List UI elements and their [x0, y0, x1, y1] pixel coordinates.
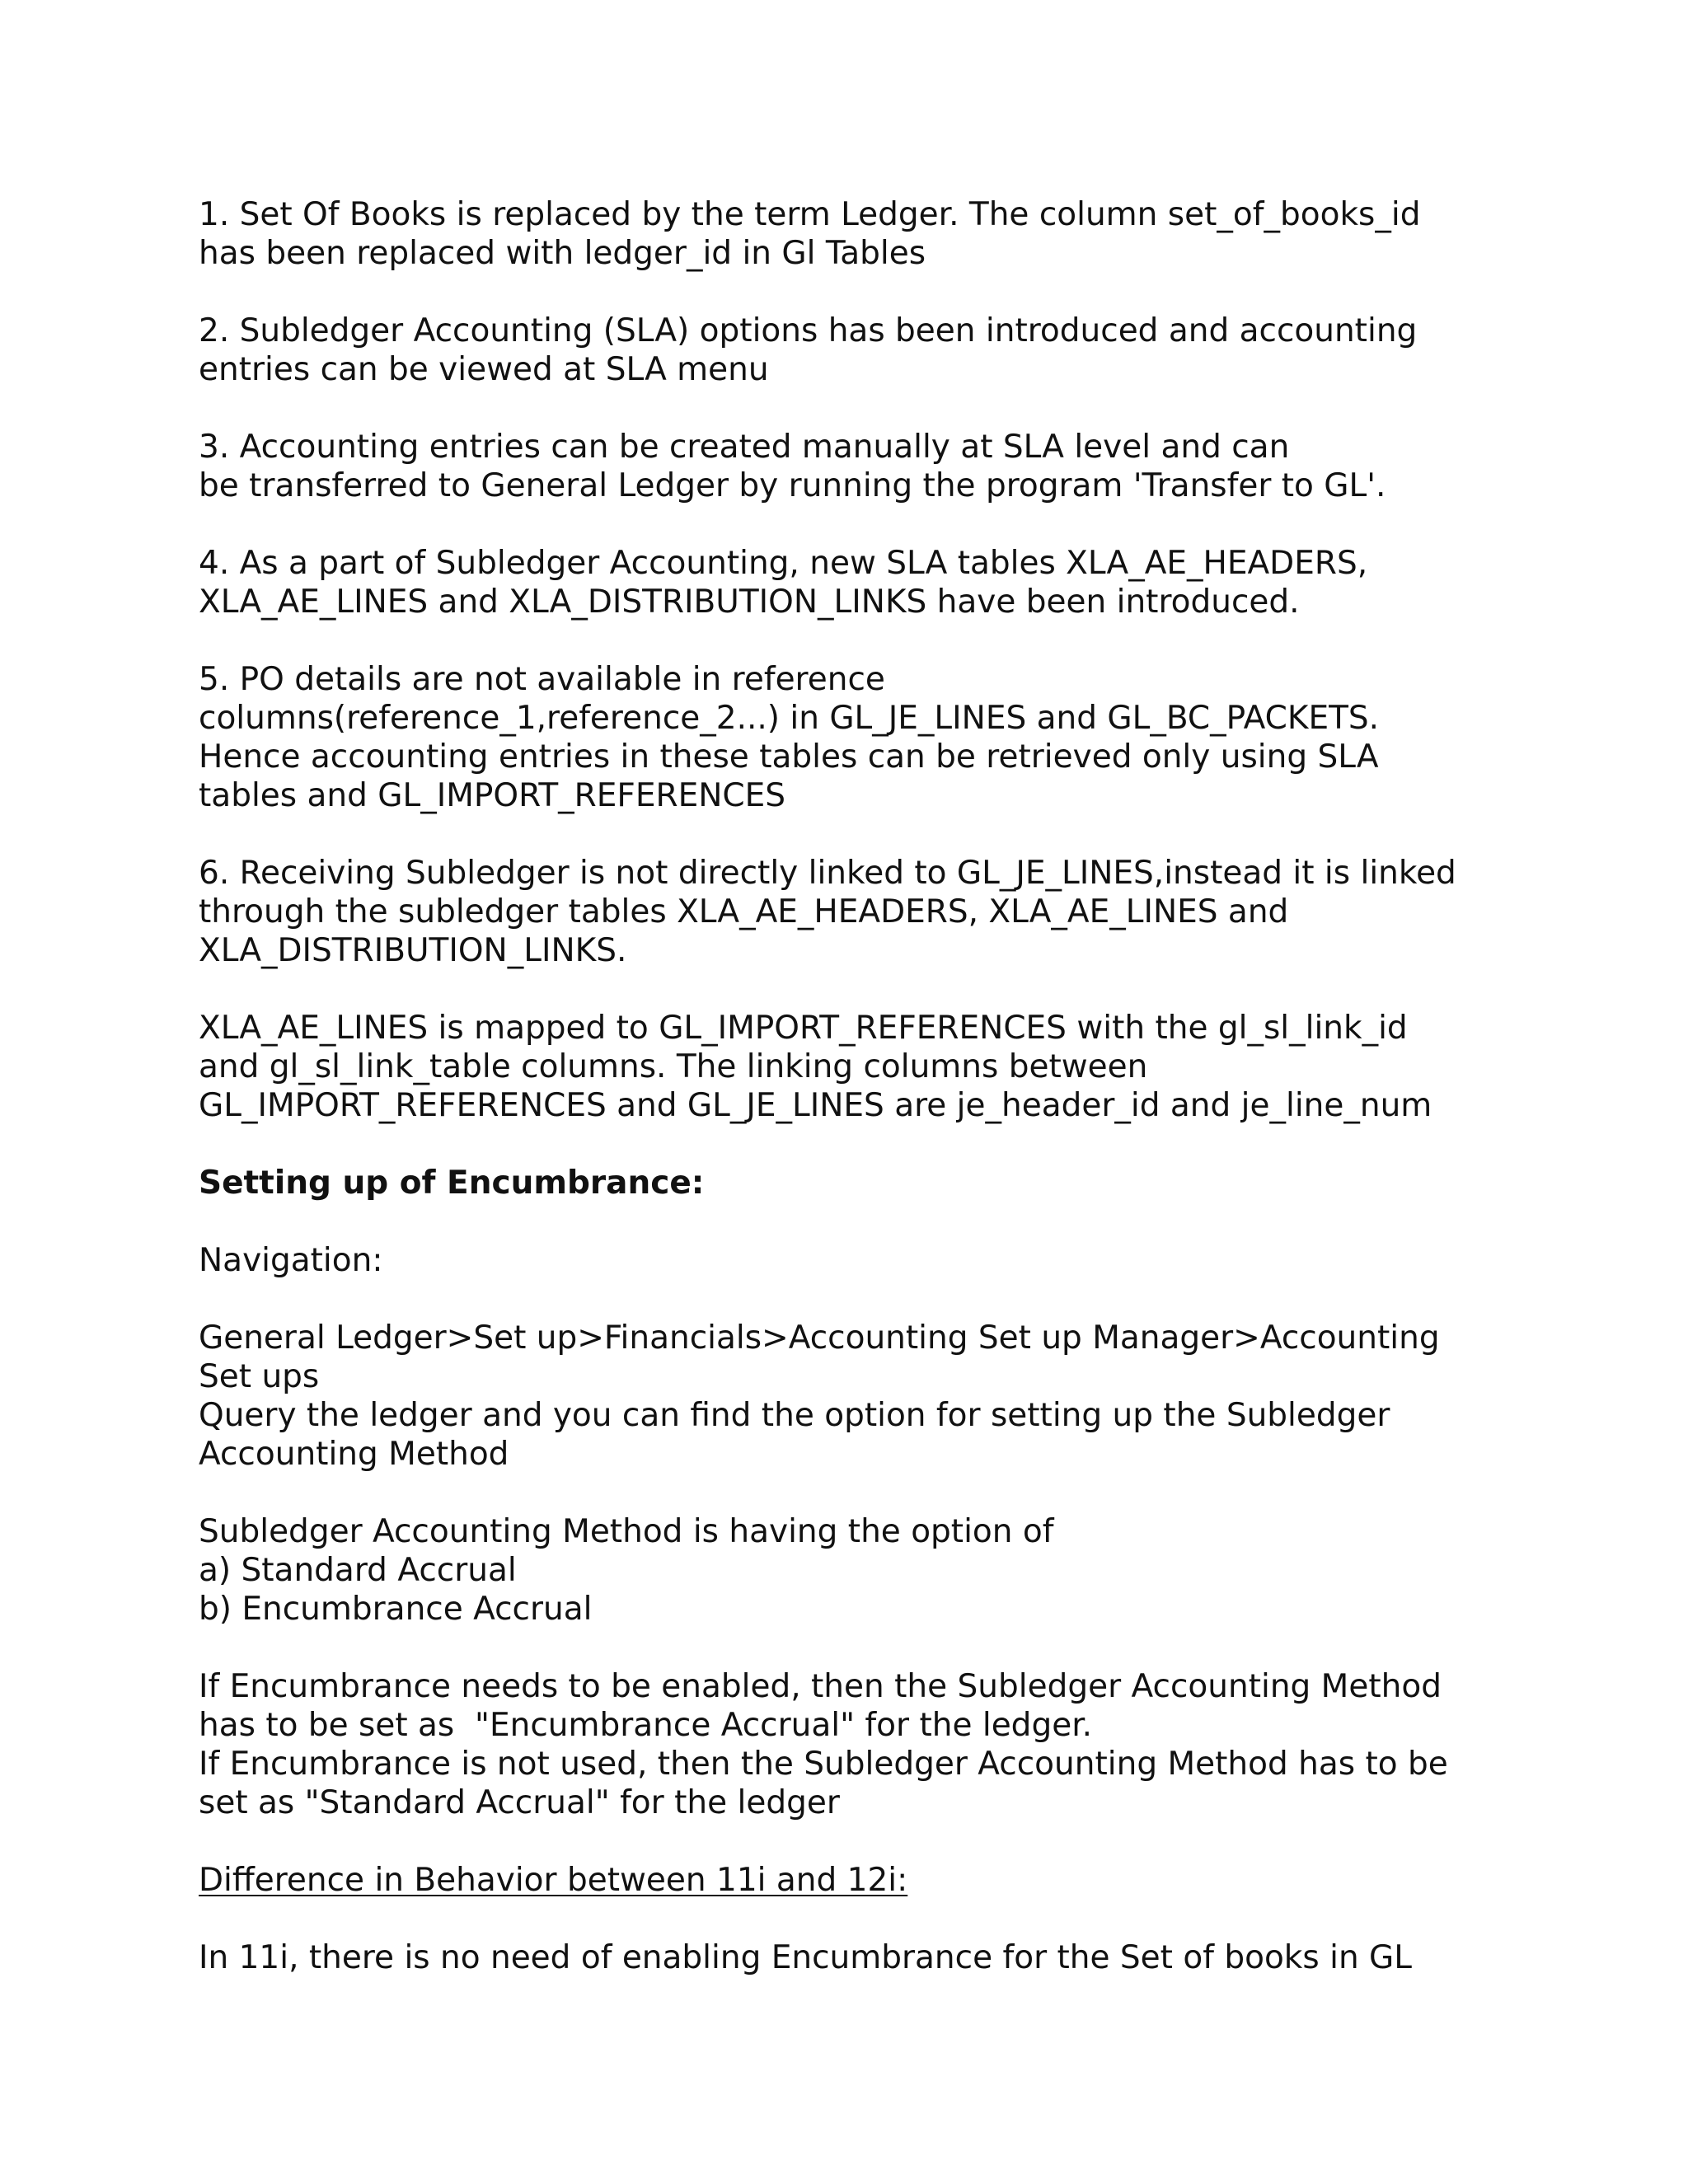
paragraph-gap: [199, 1822, 1517, 1861]
navigation-line-3: Query the ledger and you can find the option for setting up the Subledger: [199, 1397, 1390, 1434]
encumbrance-heading: Setting up of Encumbrance:: [199, 1165, 705, 1202]
item-6: [199, 854, 1517, 970]
document-content: [199, 195, 1517, 1977]
encumbrance-paragraph: [199, 1667, 1517, 1822]
item-2-line-1: 2. Subledger Accounting (SLA) options has been introduced and accounting: [199, 312, 1418, 349]
paragraph-gap: [199, 815, 1517, 854]
navigation-line-2: Set ups: [199, 1358, 320, 1395]
mapping-line-2: and gl_sl_link_table columns. The linking columns between: [199, 1048, 1148, 1085]
navigation-line-4: Accounting Method: [199, 1436, 509, 1473]
method-line-2: a) Standard Accrual: [199, 1552, 517, 1589]
item-2-line-2: entries can be viewed at SLA menu: [199, 351, 769, 388]
navigation-paragraph: [199, 1319, 1517, 1474]
item-5-line-1: 5. PO details are not available in reference: [199, 661, 885, 698]
mapping-paragraph: [199, 1009, 1517, 1125]
method-line-1: Subledger Accounting Method is having the option of: [199, 1513, 1054, 1550]
item-6-line-2: through the subledger tables XLA_AE_HEADERS, XLA_AE_LINES and: [199, 893, 1289, 930]
item-1: [199, 195, 1517, 273]
final-line: In 11i, there is no need of enabling Encumbrance for the Set of books in GL: [199, 1939, 1413, 1976]
mapping-line-1: XLA_AE_LINES is mapped to GL_IMPORT_REFERENCES with the gl_sl_link_id: [199, 1010, 1408, 1047]
difference-heading: Difference in Behavior between 11i and 12i:: [199, 1862, 908, 1899]
item-5: [199, 660, 1517, 815]
item-6-line-3: XLA_DISTRIBUTION_LINKS.: [199, 932, 627, 969]
navigation-label: Navigation:: [199, 1242, 383, 1279]
item-4: [199, 544, 1517, 621]
paragraph-gap: [199, 970, 1517, 1009]
item-5-line-2: columns(reference_1,reference_2...) in GL_JE_LINES and GL_BC_PACKETS.: [199, 700, 1380, 737]
item-5-line-3: Hence accounting entries in these tables can be retrieved only using SLA: [199, 738, 1379, 776]
item-1-line-2: has been replaced with ledger_id in Gl Tables: [199, 235, 926, 272]
encumbrance-line-1: If Encumbrance needs to be enabled, then the Subledger Accounting Method: [199, 1668, 1442, 1705]
item-5-line-4: tables and GL_IMPORT_REFERENCES: [199, 777, 786, 814]
item-1-line-1: 1. Set Of Books is replaced by the term Ledger. The column set_of_books_id: [199, 196, 1421, 233]
item-6-line-1: 6. Receiving Subledger is not directly linked to GL_JE_LINES,instead it is linked: [199, 855, 1456, 892]
paragraph-gap: [199, 1125, 1517, 1164]
paragraph-gap: [199, 273, 1517, 312]
paragraph-gap: [199, 1202, 1517, 1241]
encumbrance-line-4: set as "Standard Accrual" for the ledger: [199, 1784, 840, 1821]
encumbrance-line-3: If Encumbrance is not used, then the Subledger Accounting Method has to be: [199, 1746, 1448, 1783]
method-paragraph: [199, 1512, 1517, 1629]
paragraph-gap: [199, 1629, 1517, 1667]
navigation-line-1: General Ledger>Set up>Financials>Accounting Set up Manager>Accounting: [199, 1319, 1440, 1357]
method-line-3: b) Encumbrance Accrual: [199, 1591, 593, 1628]
item-3-line-1: 3. Accounting entries can be created manually at SLA level and can: [199, 429, 1290, 466]
paragraph-gap: [199, 1474, 1517, 1512]
item-2: [199, 312, 1517, 389]
paragraph-gap: [199, 1900, 1517, 1938]
item-4-line-1: 4. As a part of Subledger Accounting, new SLA tables XLA_AE_HEADERS,: [199, 545, 1368, 582]
item-3-line-2: be transferred to General Ledger by running the program 'Transfer to GL'.: [199, 467, 1386, 504]
item-4-line-2: XLA_AE_LINES and XLA_DISTRIBUTION_LINKS have been introduced.: [199, 583, 1300, 621]
paragraph-gap: [199, 505, 1517, 544]
item-3: [199, 428, 1517, 505]
paragraph-gap: [199, 389, 1517, 428]
paragraph-gap: [199, 621, 1517, 660]
encumbrance-line-2: has to be set as "Encumbrance Accrual" for the ledger.: [199, 1707, 1093, 1744]
paragraph-gap: [199, 1280, 1517, 1319]
mapping-line-3: GL_IMPORT_REFERENCES and GL_JE_LINES are je_header_id and je_line_num: [199, 1087, 1432, 1124]
